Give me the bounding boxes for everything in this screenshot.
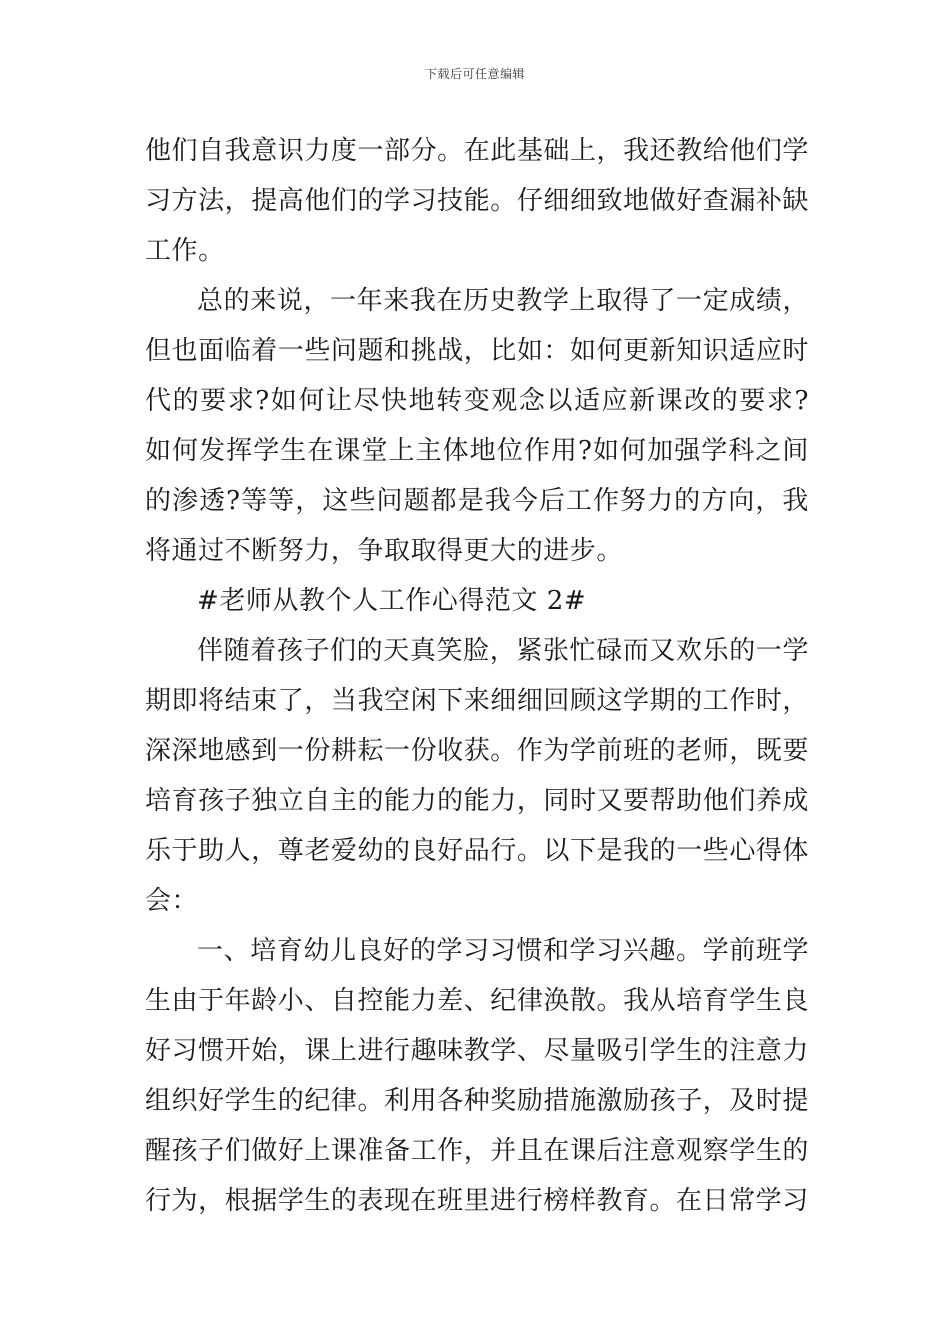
section-heading: #老师从教个人工作心得范文 2# [197, 586, 587, 616]
document-body [145, 126, 809, 1226]
paragraph-2: 总的来说，一年来我在历史教学上取得了一定成绩，但也面临着一些问题和挑战，比如：如何更新知识适应时代的要求?如何让尽快地转变观念以适应新课改的要求?如何发挥学生在课堂上主体地位作用?如何加强学科之间的渗透?等等，这些问题都是我今后工作努力的方向，我将通过不断努力，争取取得更大的进步。 [145, 286, 809, 566]
paragraph-1: 他们自我意识力度一部分。在此基础上，我还教给他们学习方法，提高他们的学习技能。仔细细致地做好查漏补缺工作。 [145, 136, 809, 266]
paragraph-3: 伴随着孩子们的天真笑脸，紧张忙碌而又欢乐的一学期即将结束了，当我空闲下来细细回顾这学期的工作时，深深地感到一份耕耘一份收获。作为学前班的老师，既要培育孩子独立自主的能力的能力，同时又要帮助他们养成乐于助人，尊老爱幼的良好品行。以下是我的一些心得体会： [145, 636, 809, 916]
page-header: 下载后可任意编辑 [424, 67, 525, 81]
paragraph-4: 一、培育幼儿良好的学习习惯和学习兴趣。学前班学生由于年龄小、自控能力差、纪律涣散。我从培育学生良好习惯开始，课上进行趣味教学、尽量吸引学生的注意力组织好学生的纪律。利用各种奖励措施激励孩子，及时提醒孩子们做好上课准备工作，并且在课后注意观察学生的行为，根据学生的表现在班里进行榜样教育。在日常学习 [145, 936, 809, 1216]
